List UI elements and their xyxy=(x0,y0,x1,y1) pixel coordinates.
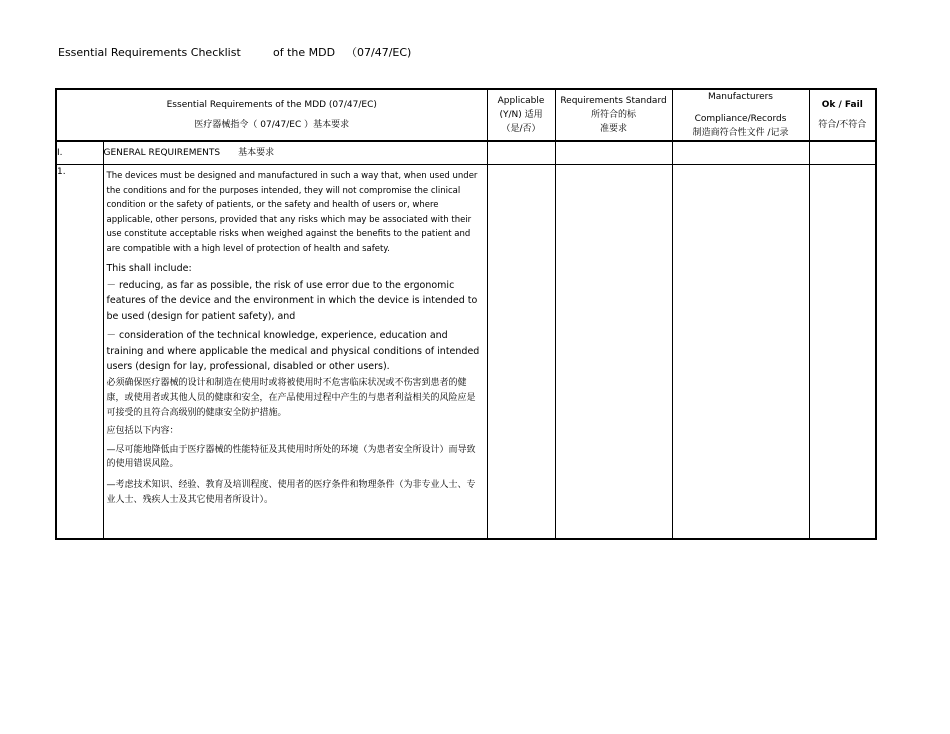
title-main: Essential Requirements Checklist xyxy=(58,46,241,59)
header-standard-en: Requirements Standard 所符合的标 xyxy=(560,96,667,120)
requirement-text-cell xyxy=(103,165,487,540)
section-standard-cell[interactable] xyxy=(555,141,672,165)
header-manufacturers-en1: Manufacturers xyxy=(708,92,773,102)
header-manufacturers-zh: 制造商符合性文件 /记录 xyxy=(692,128,789,138)
essential-requirements-table xyxy=(55,88,877,540)
requirement-okfail-cell[interactable] xyxy=(809,165,876,540)
section-title xyxy=(103,141,487,165)
header-applicable-en: Applicable (Y/N) 适用 xyxy=(497,96,545,120)
requirement-bullet-2-zh: —考虑技术知识、经验、教育及培训程度、使用者的医疗条件和物理条件（为非专业人士、专业人士、残疾人士及其它使用者所设计）。 xyxy=(106,479,476,505)
requirement-bullet-2-en: － consideration of the technical knowledge, experience, education and training and where applicable the medical and physical conditions of intended users (design for lay, professional, disabled or other users). xyxy=(106,330,480,372)
section-okfail-cell[interactable] xyxy=(809,141,876,165)
header-applicable-zh: （是/否） xyxy=(501,124,541,134)
requirement-bullet-1-en: － reducing, as far as possible, the risk of use error due to the ergonomic features of the device and the environment in which the device is intended to be used (design for patient safety), and xyxy=(106,279,478,322)
document-title xyxy=(58,44,411,60)
requirement-applicable-cell[interactable] xyxy=(487,165,555,540)
requirement-paragraph-zh: 必须确保医疗器械的设计和制造在使用时或将被使用时不危害临床状况或不伤害到患者的健康，或使用者或其他人员的健康和安全，在产品使用过程中产生的与患者利益相关的风险应是可接受的且符合高级别的健康安全防护措施。 xyxy=(106,378,476,418)
requirement-number: 1. xyxy=(56,165,103,540)
requirement-shall-include: This shall include: xyxy=(106,262,192,274)
header-standard xyxy=(555,89,672,141)
header-manufacturers xyxy=(672,89,809,141)
header-standard-zh: 准要求 xyxy=(600,124,628,134)
title-directive-number: （07/47/EC) xyxy=(346,46,412,59)
section-title-en: GENERAL REQUIREMENTS xyxy=(103,148,221,158)
requirement-shall-include-zh: 应包括以下内容： xyxy=(106,426,179,437)
requirement-standard-cell[interactable] xyxy=(555,165,672,540)
section-row xyxy=(56,141,876,165)
title-directive: of the MDD xyxy=(273,46,336,59)
requirement-bullet-1-zh: —尽可能地降低由于医疗器械的性能特征及其使用时所处的环境（为患者安全所设计）而导致的使用错误风险。 xyxy=(106,444,476,470)
section-applicable-cell[interactable] xyxy=(487,141,555,165)
section-title-zh: 基本要求 xyxy=(238,148,275,158)
header-row xyxy=(56,89,876,141)
header-ok-fail-zh: 符合/不符合 xyxy=(818,120,867,130)
header-requirements-zh: 医疗器械指令（ 07/47/EC ）基本要求 xyxy=(194,120,350,130)
requirement-row xyxy=(56,165,876,540)
requirement-compliance-cell[interactable] xyxy=(672,165,809,540)
header-ok-fail-en: Ok / Fail xyxy=(821,100,863,110)
header-applicable xyxy=(487,89,555,141)
header-requirements-en: Essential Requirements of the MDD (07/47/EC) xyxy=(166,100,377,110)
section-number: I. xyxy=(56,141,103,165)
header-manufacturers-en2: Compliance/Records xyxy=(694,114,787,124)
header-requirements xyxy=(56,89,487,141)
header-ok-fail xyxy=(809,89,876,141)
requirement-paragraph-en: The devices must be designed and manufactured in such a way that, when used under the conditions and for the purposes intended, they will not compromise the clinical condition or the safety of patients, or the safety and health of users or, where applicable, other persons, provided that any risks which may be associated with their use constitute acceptable risks when weighed against the benefits to the patient and are compatible with a high level of protection of health and safety. xyxy=(106,171,478,254)
section-compliance-cell[interactable] xyxy=(672,141,809,165)
